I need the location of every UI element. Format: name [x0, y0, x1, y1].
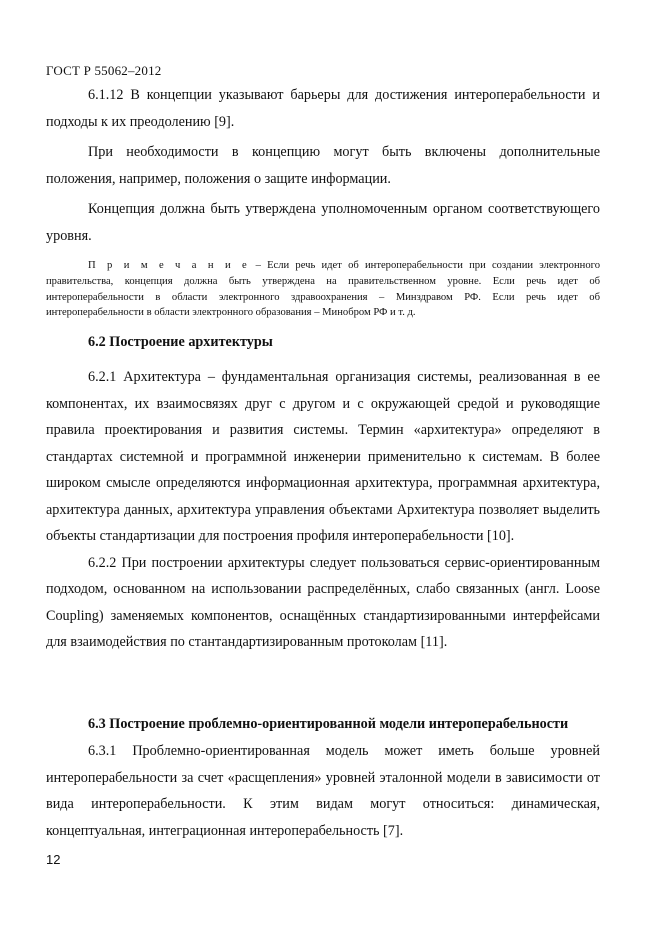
section-6-3-text	[46, 738, 600, 844]
note-text: – Если речь идет об интероперабельности при создании электронного правительства, концепция должна быть утверждена на правительственном уровне. Если речь идет об интероперабельности в области электронного здравоохранения – Минздравом РФ. Если речь идет об интероперабельности в области электронного образования – Минобром РФ и т. д.	[46, 260, 600, 319]
paragraph-approval: Концепция должна быть утверждена уполномоченным органом соответствующего уровня.	[46, 201, 600, 244]
paragraph-6-1-12: 6.1.12 В концепции указывают барьеры для достижения интероперабельности и подходы к их преодолению [9].	[46, 87, 600, 130]
document-header: ГОСТ Р 55062–2012	[46, 63, 162, 78]
paragraph-additional-provisions: При необходимости в концепцию могут быть включены дополнительные положения, например, положения о защите информации.	[46, 144, 600, 187]
paragraph-6-3-1: 6.3.1 Проблемно-ориентированная модель может иметь больше уровней интероперабельности за счет «расщепления» уровней эталонной модели в зависимости от вида интероперабельности. К этим видам могут относиться: динамическая, концептуальная, интеграционная интероперабельность [7].	[46, 743, 600, 839]
note-label: П р и м е ч а н и е	[88, 260, 250, 271]
note-block	[46, 258, 600, 321]
section-6-2-text	[46, 364, 600, 656]
heading-6-3: 6.3 Построение проблемно-ориентированной модели интероперабельности	[88, 716, 569, 732]
paragraph-6-2-1: 6.2.1 Архитектура – фундаментальная организация системы, реализованная в ее компонентах, их взаимосвязях друг с другом и с окружающей средой и руководящие правила проектирования и развития системы. Термин «архитектура» определяют в стандартах системной и программной инженерии применительно к системам. В более широком смысле определяются информационная архитектура, программная архитектура, архитектура данных, архитектура управления объектами Архитектура позволяет выделить объекты стандартизации для построения профиля интероперабельности [10].	[46, 369, 600, 544]
section-6-1-text	[46, 82, 600, 249]
heading-6-2: 6.2 Построение архитектуры	[88, 334, 273, 350]
paragraph-6-2-2: 6.2.2 При построении архитектуры следует пользоваться сервис-ориентированным подходом, основанном на использовании распределённых, слабо связанных (англ. Loose Coupling) заменяемых компонентов, оснащённых стандартизированными интерфейсами для взаимодействия по стантандартизированным протоколам [11].	[46, 554, 600, 650]
page-number: 12	[46, 852, 61, 867]
